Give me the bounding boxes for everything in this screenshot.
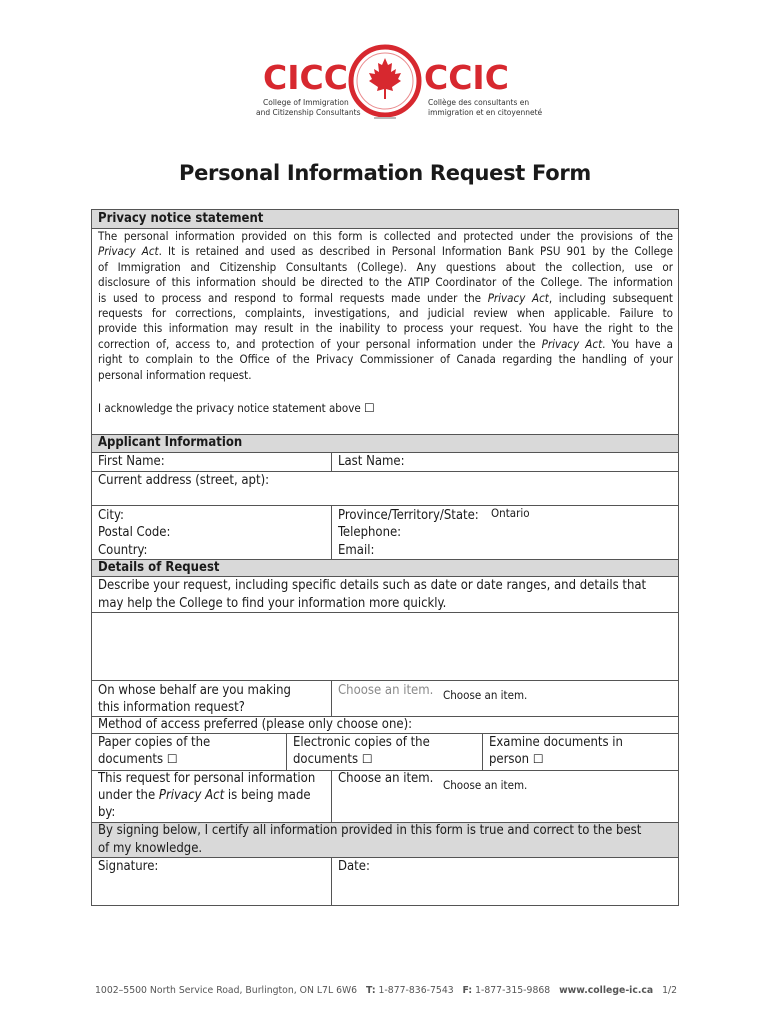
applicant-heading: Applicant Information — [98, 435, 243, 450]
paper-copies-label: documents — [98, 752, 164, 767]
divider — [91, 680, 679, 681]
address-input[interactable] — [92, 488, 678, 504]
acknowledge-text: I acknowledge the privacy notice statement above — [98, 401, 361, 415]
last-name-label: Last Name: — [338, 454, 405, 469]
privacy-line-text: Privacy Act. It is retained and used as described in Personal Information Bank PSU 901 by the College — [98, 244, 673, 259]
request-heading: Details of Request — [98, 560, 220, 575]
telephone-label: Telephone: — [338, 525, 402, 540]
behalf-select-placeholder[interactable]: Choose an item. — [338, 683, 434, 698]
examine-documents-option[interactable] — [489, 751, 544, 768]
acknowledge-label — [98, 401, 375, 416]
describe-line: may help the College to find your information more quickly. — [98, 596, 447, 611]
act-select-value[interactable]: Choose an item. — [443, 778, 528, 792]
footer-phone-label: T: — [365, 985, 376, 996]
divider — [286, 733, 287, 770]
act-line: by: — [98, 805, 116, 820]
date-label: Date: — [338, 859, 370, 874]
method-label: Method of access preferred (please only choose one): — [98, 717, 413, 732]
behalf-select-value[interactable]: Choose an item. — [443, 688, 528, 702]
logo-name-en-line1: College of Immigration — [263, 98, 349, 107]
city-label: City: — [98, 508, 124, 523]
signature-label: Signature: — [98, 859, 159, 874]
footer-page-number: 1/2 — [662, 985, 678, 996]
first-name-label: First Name: — [98, 454, 165, 469]
electronic-copies-label: documents — [293, 752, 359, 767]
footer-phone: 1-877-836-7543 — [378, 985, 454, 996]
footer-fax: 1-877-315-9868 — [475, 985, 551, 996]
maple-leaf-emblem-icon — [348, 44, 422, 118]
logo-name-en-line2: and Citizenship Consultants — [256, 108, 361, 117]
privacy-line: The personal information provided on this form is collected and protected under the provisions of the — [98, 229, 673, 243]
electronic-copies-option[interactable] — [293, 751, 373, 768]
divider — [331, 680, 332, 716]
postal-code-label: Postal Code: — [98, 525, 171, 540]
certify-line: By signing below, I certify all information provided in this form is true and correct to the best — [98, 823, 642, 838]
divider — [482, 733, 483, 770]
logo-acronym-fr: CCIC — [424, 58, 509, 97]
privacy-line: disclosure of this information should be directed to the ATIP Coordinator of the College. The information — [98, 275, 673, 290]
footer-address: 1002–5500 North Service Road, Burlington, ON L7L 6W6 — [95, 985, 358, 996]
paper-copies-option[interactable] — [98, 751, 178, 768]
privacy-line — [98, 244, 673, 259]
divider — [331, 505, 332, 559]
act-line-pre: under the — [98, 788, 156, 803]
describe-line: Describe your request, including specific details such as date or date ranges, and details that — [98, 578, 647, 593]
examine-documents-label: person — [489, 752, 530, 767]
electronic-copies-checkbox[interactable]: ☐ — [361, 752, 373, 766]
logo-name-fr-line2: immigration et en citoyenneté — [428, 108, 543, 117]
privacy-heading: Privacy notice statement — [98, 211, 264, 226]
privacy-line: correction of, access to, and protection of your personal information under the Privacy Act. You have a — [98, 336, 673, 351]
privacy-line: provide this information may result in the inability to process your request. You have the right to the — [98, 321, 673, 336]
behalf-line: this information request? — [98, 700, 245, 715]
behalf-line: On whose behalf are you making — [98, 683, 291, 698]
act-line — [98, 787, 311, 804]
request-description-input[interactable] — [92, 613, 678, 680]
privacy-line: requests for corrections, complaints, investigations, and judicial review when applicable. Failure to — [98, 306, 673, 320]
acknowledge-checkbox[interactable]: ☐ — [363, 401, 375, 415]
date-field[interactable] — [333, 875, 677, 903]
address-label: Current address (street, apt): — [98, 473, 270, 488]
divider — [331, 452, 332, 471]
act-select-label[interactable]: Choose an item. — [338, 771, 434, 786]
divider — [331, 857, 332, 905]
paper-copies-line: Paper copies of the — [98, 735, 211, 750]
logo-small-mark — [374, 117, 396, 119]
email-label: Email: — [338, 543, 375, 558]
act-line: This request for personal information — [98, 771, 316, 786]
divider — [331, 770, 332, 822]
privacy-line: is used to process and respond to formal requests made under the Privacy Act, including subsequent — [98, 290, 673, 305]
country-label: Country: — [98, 543, 148, 558]
divider — [91, 505, 679, 506]
examine-documents-checkbox[interactable]: ☐ — [532, 752, 544, 766]
act-line-post: is being made — [227, 788, 311, 803]
divider — [91, 857, 679, 858]
privacy-line: of Immigration and Citizenship Consultants (College). Any questions about the collection, use or — [98, 259, 673, 274]
electronic-copies-line: Electronic copies of the — [293, 735, 430, 750]
footer-fax-label: F: — [462, 985, 473, 996]
footer-website[interactable]: www.college-ic.ca — [559, 985, 654, 996]
page-title: Personal Information Request Form — [179, 161, 591, 185]
examine-documents-line: Examine documents in — [489, 735, 623, 750]
privacy-line: right to complain to the Office of the Privacy Commissioner of Canada regarding the handling of your — [98, 352, 673, 367]
province-value[interactable]: Ontario — [491, 506, 530, 520]
privacy-line-last: personal information request. — [98, 367, 252, 382]
paper-copies-checkbox[interactable]: ☐ — [166, 752, 178, 766]
signature-field[interactable] — [92, 875, 330, 903]
province-label: Province/Territory/State: — [338, 508, 479, 523]
act-line-italic: Privacy Act — [158, 788, 225, 803]
logo-name-fr-line1: Collège des consultants en — [428, 98, 530, 107]
logo-acronym-en: CICC — [263, 58, 348, 97]
certify-line: of my knowledge. — [98, 841, 203, 856]
